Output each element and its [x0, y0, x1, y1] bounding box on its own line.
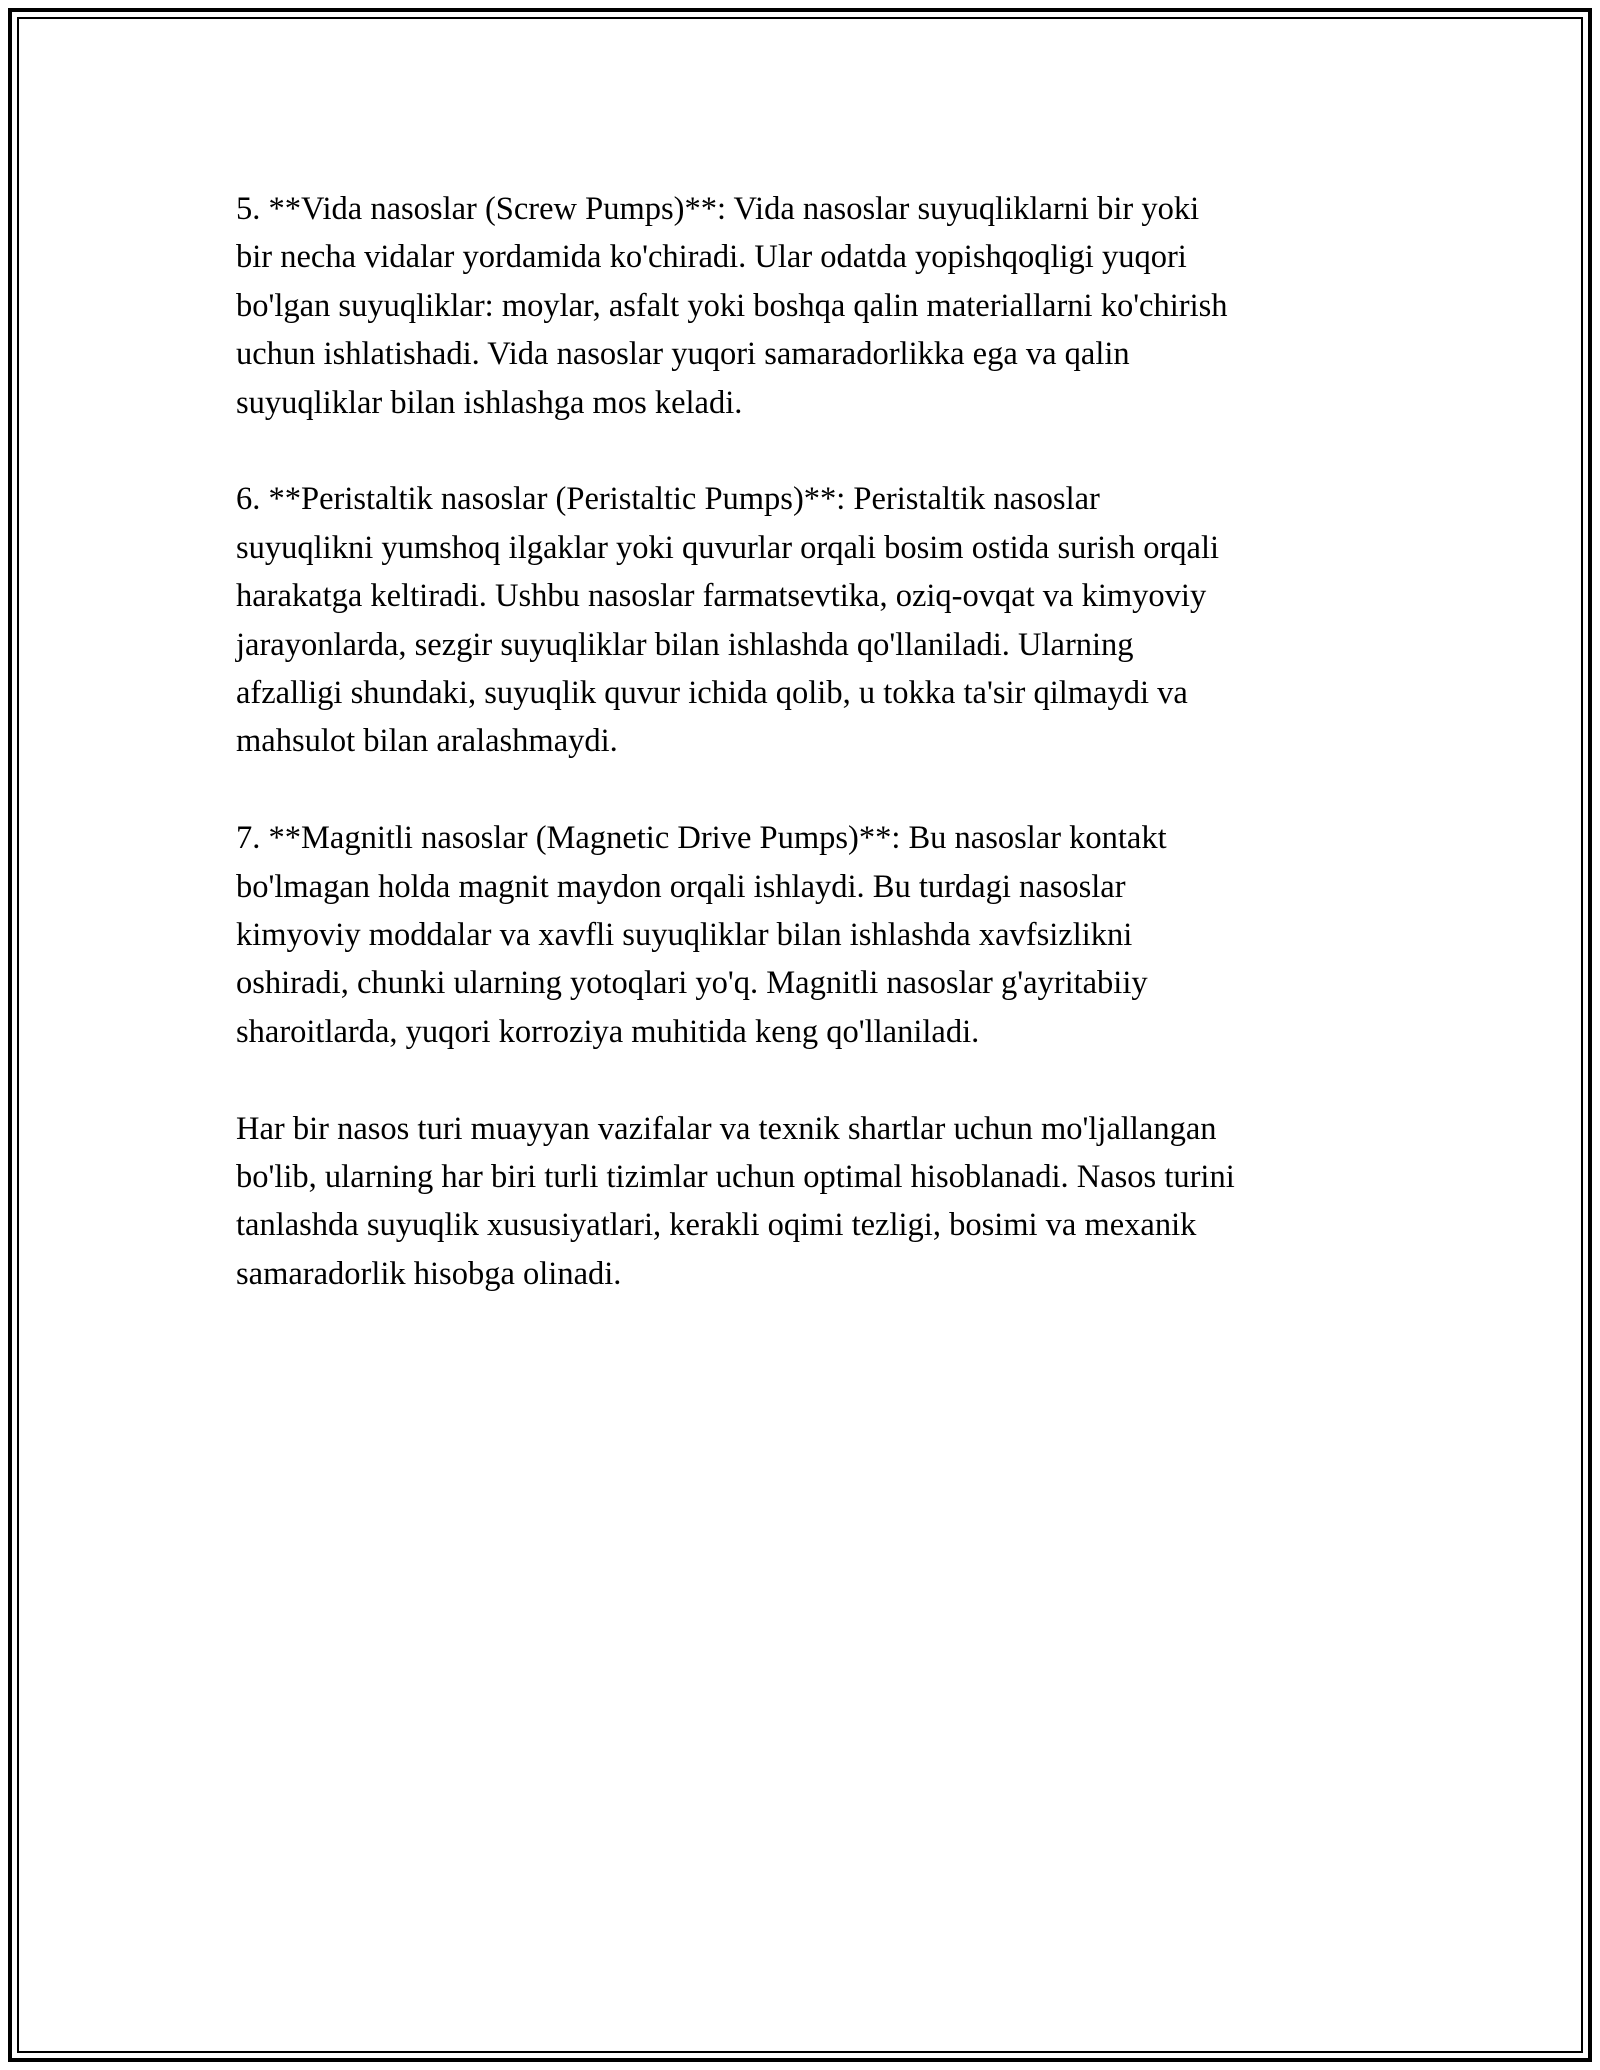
paragraph-screw-pumps: 5. **Vida nasoslar (Screw Pumps)**: Vida nasoslar suyuqliklarni bir yoki bir necha vidalar yordamida ko'chiradi. Ular odatda yopishqoqligi yuqori bo'lgan suyuqliklar: moylar, asfalt yoki boshqa qalin materiallarni ko'chirish uchun ishlatishadi. Vida nasoslar yuqori samaradorlikka ega va qalin suyuqliklar bilan ishlashga mos keladi.: [236, 191, 1228, 421]
paragraph-magnetic-drive-pumps: 7. **Magnitli nasoslar (Magnetic Drive Pumps)**: Bu nasoslar kontakt bo'lmagan holda magnit maydon orqali ishlaydi. Bu turdagi nasoslar kimyoviy moddalar va xavfli suyuqliklar bilan ishlashda xavfsizlikni oshiradi, chunki ularning yotoqlari yo'q. Magnitli nasoslar g'ayritabiiy sharoitlarda, yuqori korroziya muhitida keng qo'llaniladi.: [236, 820, 1167, 1050]
paragraph-peristaltic-pumps: 6. **Peristaltik nasoslar (Peristaltic Pumps)**: Peristaltik nasoslar suyuqlikni yumshoq ilgaklar yoki quvurlar orqali bosim ostida surish orqali harakatga keltiradi. Ushbu nasoslar farmatsevtika, oziq-ovqat va kimyoviy jarayonlarda, sezgir suyuqliklar bilan ishlashda qo'llaniladi. Ularning afzalligi shundaki, suyuqlik quvur ichida qolib, u tokka ta'sir qilmaydi va mahsulot bilan aralashmaydi.: [236, 481, 1220, 760]
document-body: [236, 185, 1366, 1347]
paragraph-summary: Har bir nasos turi muayyan vazifalar va texnik shartlar uchun mo'ljallangan bo'lib, ularning har biri turli tizimlar uchun optimal hisoblanadi. Nasos turini tanlashda suyuqlik xususiyatlari, kerakli oqimi tezligi, bosimi va mexanik samaradorlik hisobga olinadi.: [236, 1110, 1235, 1292]
